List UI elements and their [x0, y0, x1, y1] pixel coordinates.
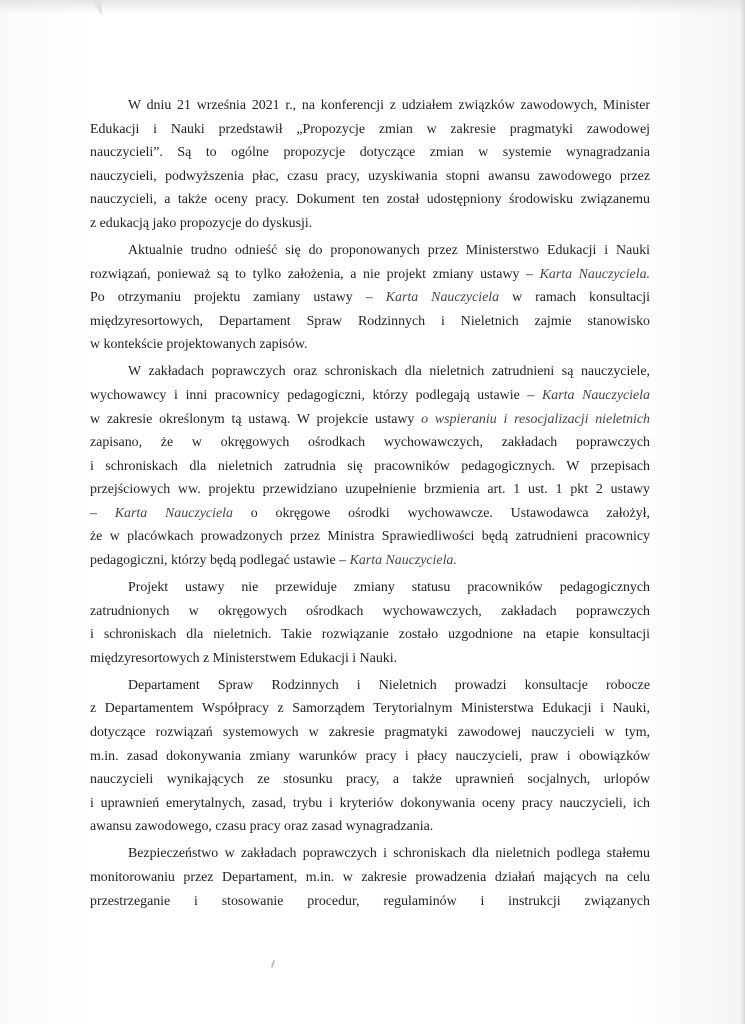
- text-segment: rozwiązań, ponieważ są to tylko założenia, a nie projekt zmiany ustawy –: [90, 266, 540, 282]
- text-segment: nauczycieli wynikających ze stosunku pracy, a także uprawnień socjalnych, urlopów: [90, 772, 650, 788]
- paragraph: [90, 576, 650, 670]
- text-segment: zatrudnionych w okręgowych ośrodkach wychowawczych, zakładach poprawczych: [90, 603, 650, 619]
- text-segment: i schroniskach dla nieletnich zatrudnia się pracowników pedagogicznych. W przepisach: [90, 458, 650, 474]
- text-line: [90, 94, 650, 118]
- text-segment: awansu zawodowego, czasu pracy oraz zasad wynagradzania.: [90, 819, 434, 835]
- italic-text: Karta Nauczyciela: [114, 505, 233, 521]
- text-segment: w zakresie określonym tą ustawą. W projekcie ustawy: [90, 411, 422, 427]
- text-line: [90, 478, 650, 502]
- italic-text: Karta Nauczyciela: [542, 387, 650, 403]
- text-segment: Projekt ustawy nie przewiduje zmiany statusu pracowników pedagogicznych: [128, 580, 650, 596]
- text-line: [90, 502, 650, 526]
- text-line: [90, 576, 650, 600]
- text-line: [90, 310, 650, 334]
- text-line: [90, 455, 650, 479]
- text-segment: z Departamentem Współpracy z Samorządem Terytorialnym Ministerstwa Edukacji i Nauki,: [90, 701, 650, 717]
- italic-text: Karta Nauczyciela: [385, 290, 500, 306]
- text-line: [90, 866, 650, 890]
- text-segment: W dniu 21 września 2021 r., na konferencji z udziałem związków zawodowych, Minister: [128, 98, 650, 113]
- text-segment: dotyczące rozwiązań systemowych w zakresie pragmatyki zawodowej nauczycieli w tym,: [90, 725, 650, 740]
- text-segment: Bezpieczeństwo w zakładach poprawczych i schroniskach dla nieletnich podlega stałemu: [128, 846, 650, 862]
- text-segment: Po otrzymaniu projektu zamiany ustawy –: [90, 290, 386, 306]
- text-line: [90, 165, 650, 189]
- text-segment: –: [90, 505, 115, 521]
- text-line: [90, 188, 650, 212]
- text-segment: że w placówkach prowadzonych przez Ministra Sprawiedliwości będą zatrudnieni pracownicy: [90, 529, 650, 545]
- document-body: [90, 94, 650, 913]
- paragraph: [90, 94, 650, 236]
- text-line: [90, 333, 650, 357]
- text-line: [90, 549, 650, 573]
- text-line: [90, 721, 650, 745]
- text-segment: przestrzeganie i stosowanie procedur, regulaminów i instrukcji związanych: [90, 893, 650, 909]
- text-segment: przejściowych ww. projektu przewidziano uzupełnienie brzmienia art. 1 ust. 1 pkt 2 ustawy: [90, 482, 650, 498]
- text-segment: o okręgowe ośrodki wychowawcze. Ustawodawca założył,: [232, 505, 650, 521]
- text-line: [90, 212, 650, 236]
- text-line: [90, 815, 650, 839]
- text-line: [90, 842, 650, 866]
- text-segment: nauczycieli, a także oceny pracy. Dokument ten został udostępniony środowisku związanemu: [90, 192, 650, 208]
- text-line: [90, 431, 650, 455]
- text-segment: nauczycieli, podwyższenia płac, czasu pracy, uzyskiwania stopni awansu zawodowego przez: [90, 168, 650, 184]
- text-line: [90, 600, 650, 624]
- text-line: [90, 360, 650, 384]
- paragraph: [90, 674, 650, 839]
- text-segment: Edukacji i Nauki przedstawił „Propozycje zmian w zakresie pragmatyki zawodowej: [90, 121, 650, 137]
- text-segment: z edukacją jako propozycje do dyskusji.: [90, 215, 313, 231]
- text-segment: W zakładach poprawczych oraz schroniskach dla nieletnich zatrudnieni są nauczyciele,: [128, 364, 650, 380]
- italic-text: Karta Nauczyciela.: [349, 553, 457, 569]
- paragraph: [90, 842, 650, 913]
- text-segment: w ramach konsultacji: [499, 290, 651, 306]
- text-line: [90, 792, 650, 816]
- text-line: [90, 141, 650, 165]
- text-line: [90, 768, 650, 792]
- scan-speck: [271, 960, 276, 968]
- text-segment: wychowawcy i inni pracownicy pedagogiczni, którzy podlegają ustawie –: [90, 387, 543, 403]
- text-segment: w kontekście projektowanych zapisów.: [90, 337, 308, 353]
- text-line: [90, 408, 650, 432]
- text-line: [90, 384, 650, 408]
- text-segment: m.in. zasad dokonywania zmiany warunków pracy i płacy nauczycieli, praw i obowiązków: [90, 748, 650, 764]
- paragraph: [90, 239, 650, 357]
- page-right-shadow: [740, 0, 745, 1024]
- text-line: [90, 674, 650, 698]
- text-segment: pedagogiczni, którzy będą podlegać ustawie –: [90, 553, 350, 569]
- text-line: [90, 697, 650, 721]
- text-segment: i uprawnień emerytalnych, zasad, trybu i kryteriów dokonywania oceny pracy nauczycieli, ich: [90, 795, 650, 811]
- italic-text: o wspieraniu i resocjalizacji nieletnich: [421, 411, 650, 427]
- text-segment: międzyresortowych z Ministerstwem Edukacji i Nauki.: [90, 650, 398, 666]
- italic-text: Karta Nauczyciela.: [539, 266, 650, 282]
- text-segment: nauczycieli”. Są to ogólne propozycje dotyczące zmian w systemie wynagradzania: [90, 145, 650, 161]
- text-segment: monitorowaniu przez Departament, m.in. w zakresie prowadzenia działań mających na celu: [90, 869, 650, 885]
- text-line: [90, 263, 650, 287]
- text-line: [90, 745, 650, 769]
- text-segment: Departament Spraw Rodzinnych i Nieletnich prowadzi konsultacje robocze: [128, 677, 650, 693]
- page-top-shadow: [0, 0, 745, 14]
- paragraph: [90, 360, 650, 572]
- text-segment: międzyresortowych, Departament Spraw Rodzinnych i Nieletnich zajmie stanowisko: [90, 313, 650, 329]
- text-line: [90, 890, 650, 914]
- text-segment: i schroniskach dla nieletnich. Takie rozwiązanie zostało uzgodnione na etapie konsultacji: [90, 627, 650, 643]
- text-line: [90, 525, 650, 549]
- paper-fold-mark: [92, 0, 102, 16]
- text-segment: Aktualnie trudno odnieść się do proponowanych przez Ministerstwo Edukacji i Nauki: [128, 242, 650, 258]
- text-segment: zapisano, że w okręgowych ośrodkach wychowawczych, zakładach poprawczych: [90, 435, 650, 451]
- text-line: [90, 118, 650, 142]
- text-line: [90, 239, 650, 263]
- text-line: [90, 647, 650, 671]
- text-line: [90, 286, 650, 310]
- text-line: [90, 623, 650, 647]
